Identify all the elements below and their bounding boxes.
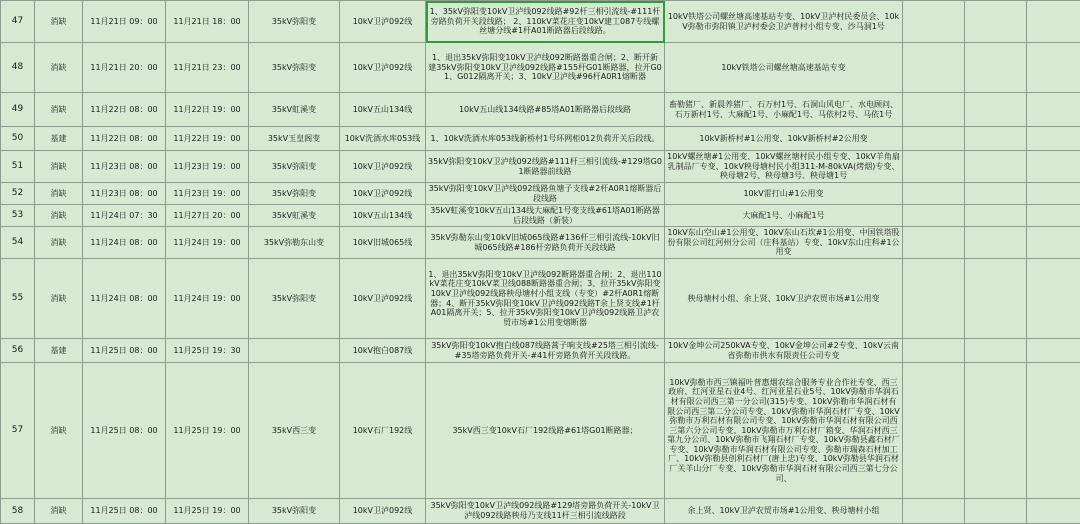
empty-cell[interactable] <box>965 183 1027 205</box>
end-time-cell[interactable]: 11月24日 19：00 <box>166 259 249 339</box>
empty-cell[interactable] <box>1027 339 1080 363</box>
empty-cell[interactable] <box>965 1 1027 43</box>
empty-cell[interactable] <box>903 93 965 127</box>
work-type-cell[interactable]: 基建 <box>35 127 83 151</box>
outage-scope-cell[interactable]: 35kV弥勒东山变10kV旧城065线路#136杆三相引流线-10kV旧城065线路#186杆旁路负荷开关段线路 <box>426 227 665 259</box>
table-row <box>1 227 1080 259</box>
outage-scope-cell[interactable]: 35kV弥阳变10kV卫泸线092线路#129塔旁路负荷开关-10kV卫泸线092线路秧母乃支线11杆三相引流线路段 <box>426 499 665 524</box>
table-row <box>1 339 1080 363</box>
empty-cell[interactable] <box>965 363 1027 499</box>
row-number-cell[interactable]: 57 <box>1 363 35 499</box>
work-type-cell[interactable]: 消缺 <box>35 259 83 339</box>
affected-area-cell[interactable]: 秧母塘村小组、余上贤、10kV卫泸农贸市场#1公用变 <box>665 259 903 339</box>
empty-cell[interactable] <box>903 259 965 339</box>
table-row <box>1 363 1080 499</box>
empty-cell[interactable] <box>903 363 965 499</box>
table-row <box>1 43 1080 93</box>
line-cell[interactable]: 10kV卫泸092线 <box>340 1 426 43</box>
start-time-cell[interactable]: 11月22日 08：00 <box>83 93 166 127</box>
line-cell[interactable]: 10kV卫泸092线 <box>340 183 426 205</box>
start-time-cell[interactable]: 11月25日 08：00 <box>83 499 166 524</box>
empty-cell[interactable] <box>903 205 965 227</box>
outage-scope-cell[interactable]: 1、35kV弥阳变10kV卫泸线092线路#92杆三相引流线-#111杆旁路负荷开关段线路； 2、110kV菜花庄变10kV建工087专线螺丝塘分线#1杆A01断路器后段线路。 <box>426 1 665 43</box>
start-time-cell[interactable]: 11月25日 08：00 <box>83 363 166 499</box>
empty-cell[interactable] <box>1027 1 1080 43</box>
outage-scope-cell[interactable]: 10kV五山线134线路#85塔A01断路器后段线路 <box>426 93 665 127</box>
row-number-cell[interactable]: 58 <box>1 499 35 524</box>
work-type-cell[interactable]: 基建 <box>35 339 83 363</box>
substation-cell[interactable] <box>249 339 340 363</box>
empty-cell[interactable] <box>1027 43 1080 93</box>
affected-area-cell[interactable]: 大麻配1号、小麻配1号 <box>665 205 903 227</box>
substation-cell[interactable]: 35kV弥勒东山变 <box>249 227 340 259</box>
line-cell[interactable]: 10kV洗酒水库053线 <box>340 127 426 151</box>
empty-cell[interactable] <box>1027 93 1080 127</box>
outage-scope-cell[interactable]: 1、10kV洗酒水库053线新桥村1号环网柜012负荷开关后段线。 <box>426 127 665 151</box>
affected-area-cell[interactable]: 10kV新桥村#1公用变、10kV新桥村#2公用变 <box>665 127 903 151</box>
empty-cell[interactable] <box>1027 499 1080 524</box>
empty-cell[interactable] <box>1027 183 1080 205</box>
row-number-cell[interactable]: 51 <box>1 151 35 183</box>
end-time-cell[interactable]: 11月23日 19：00 <box>166 151 249 183</box>
affected-area-cell[interactable]: 10kV雷打山#1公用变 <box>665 183 903 205</box>
substation-cell[interactable]: 35kV西三变 <box>249 363 340 499</box>
end-time-cell[interactable]: 11月24日 19：00 <box>166 227 249 259</box>
line-cell[interactable]: 10kV五山134线 <box>340 205 426 227</box>
substation-cell[interactable]: 35kV弥阳变 <box>249 499 340 524</box>
end-time-cell[interactable]: 11月21日 23：00 <box>166 43 249 93</box>
substation-cell[interactable]: 35kV弥阳变 <box>249 183 340 205</box>
table-row <box>1 151 1080 183</box>
outage-scope-cell[interactable]: 35kV西三变10kV石厂192线路#61塔G01断路器； <box>426 363 665 499</box>
affected-area-cell[interactable]: 10kV东山空山#1公用变、10kV东山石坎#1公用变、中国铁塔股份有限公司红河州分公司（庄科基站）专变、10kV东山庄科#1公用变 <box>665 227 903 259</box>
row-number-cell[interactable]: 47 <box>1 1 35 43</box>
substation-cell[interactable]: 35kV玉皇阁变 <box>249 127 340 151</box>
affected-area-cell[interactable]: 10kV弥勒市西三镇福叶普惠烟农综合服务专业合作社专变、西三政府、红河亚星石业4号、红河亚星石业5号、10kV弥勒市华润石材有限公司西三第一分公司(315)专变、10kV弥勒市华润石材有限公司西三第二分公司专变、10kV弥勒市华润石材厂专变、10kV弥勒市万利石材有限公司专变、10kV弥勒市华润石材有限公司西三第六分公司专变、10kV弥勒市万利石材厂箱变、华润石材西三第九分公司、10kV弥勒市飞翔石材厂专变、10kV弥勒县鑫石材厂专变、10kV弥勒市华润石材有限公司专变、弥勒市瑞森石材加工厂、10kV弥勒县创利石材厂(唐上忠)专变、10kV弥勒县华润石材厂关羊山分厂专变、10kV弥勒市华润石材有限公司西三第七分公司、 <box>665 363 903 499</box>
row-number-cell[interactable]: 52 <box>1 183 35 205</box>
empty-cell[interactable] <box>965 151 1027 183</box>
end-time-cell[interactable]: 11月22日 19：00 <box>166 127 249 151</box>
substation-cell[interactable]: 35kV虹溪变 <box>249 93 340 127</box>
line-cell[interactable]: 10kV卫泸092线 <box>340 43 426 93</box>
table-row <box>1 1 1080 43</box>
empty-cell[interactable] <box>1027 127 1080 151</box>
end-time-cell[interactable]: 11月22日 19：00 <box>166 93 249 127</box>
row-number-cell[interactable]: 56 <box>1 339 35 363</box>
empty-cell[interactable] <box>1027 259 1080 339</box>
outage-scope-cell[interactable]: 35kV弥阳变10kV卫泸线092线路#111杆三相引流线-#129塔G01断路器前线路 <box>426 151 665 183</box>
outage-scope-cell[interactable]: 35kV弥阳变10kV抱白线087线路蒿子响支线#25塔三相引流线-#35塔旁路负荷开关-#41杆旁路负荷开关段线路。 <box>426 339 665 363</box>
start-time-cell[interactable]: 11月21日 09：00 <box>83 1 166 43</box>
empty-cell[interactable] <box>965 93 1027 127</box>
empty-cell[interactable] <box>903 339 965 363</box>
table-row <box>1 93 1080 127</box>
row-number-cell[interactable]: 48 <box>1 43 35 93</box>
work-type-cell[interactable]: 消缺 <box>35 1 83 43</box>
line-cell[interactable]: 10kV卫泸092线 <box>340 499 426 524</box>
work-type-cell[interactable]: 消缺 <box>35 499 83 524</box>
substation-cell[interactable]: 35kV弥阳变 <box>249 259 340 339</box>
line-cell[interactable]: 10kV旧城065线 <box>340 227 426 259</box>
line-cell[interactable]: 10kV五山134线 <box>340 93 426 127</box>
empty-cell[interactable] <box>965 339 1027 363</box>
outage-scope-cell[interactable]: 1、退出35kV弥阳变10kV卫泸线092断路器重合闸；2、断开新建35kV弥阳变10kV卫泸线092线路#155杆G01断路器，拉开G01、G012隔离开关；3、10kV卫泸线#96杆A0R1熔断器 <box>426 43 665 93</box>
start-time-cell[interactable]: 11月22日 08：00 <box>83 127 166 151</box>
work-type-cell[interactable]: 消缺 <box>35 205 83 227</box>
affected-area-cell[interactable]: 10kV金坤公司250kVA专变、10kV金坤公司#2专变、10kV云南省弥勒市供水有限责任公司专变 <box>665 339 903 363</box>
line-cell[interactable]: 10kV卫泸092线 <box>340 151 426 183</box>
affected-area-cell[interactable]: 余上贤、10kV卫泸农贸市场#1公用变、秧母塘村小组 <box>665 499 903 524</box>
outage-scope-cell[interactable]: 35kV弥阳变10kV卫泸线092线路鱼塘子支线#2杆A0R1熔断器后段线路 <box>426 183 665 205</box>
table-row <box>1 183 1080 205</box>
table-row <box>1 499 1080 524</box>
substation-cell[interactable]: 35kV弥阳变 <box>249 43 340 93</box>
empty-cell[interactable] <box>903 1 965 43</box>
substation-cell[interactable]: 35kV虹溪变 <box>249 205 340 227</box>
empty-cell[interactable] <box>965 43 1027 93</box>
end-time-cell[interactable]: 11月21日 18：00 <box>166 1 249 43</box>
empty-cell[interactable] <box>1027 363 1080 499</box>
start-time-cell[interactable]: 11月24日 08：00 <box>83 259 166 339</box>
affected-area-cell[interactable]: 10kV螺丝塘#1公用变、10kV螺丝塘村民小组专变、10kV羊角扇乳制品厂专变、10kV秧母塘村民小组311-M-80kVA(烤烟)专变、秧母塘2号、秧母塘3号、秧母塘1号 <box>665 151 903 183</box>
row-number-cell[interactable]: 50 <box>1 127 35 151</box>
end-time-cell[interactable]: 11月23日 19：00 <box>166 183 249 205</box>
line-cell[interactable]: 10kV卫泸092线 <box>340 259 426 339</box>
start-time-cell[interactable]: 11月24日 08：00 <box>83 227 166 259</box>
start-time-cell[interactable]: 11月24日 07：30 <box>83 205 166 227</box>
row-number-cell[interactable]: 54 <box>1 227 35 259</box>
work-type-cell[interactable]: 消缺 <box>35 151 83 183</box>
line-cell[interactable]: 10kV抱白087线 <box>340 339 426 363</box>
affected-area-cell[interactable]: 畜勒猪厂、新晨养猪厂、石万村1号、石洞山风电厂、水电顾问、石万新村1号、大麻配1号、小麻配1号、马依村2号、马依1号 <box>665 93 903 127</box>
line-cell[interactable]: 10kV石厂192线 <box>340 363 426 499</box>
empty-cell[interactable] <box>903 183 965 205</box>
work-type-cell[interactable]: 消缺 <box>35 43 83 93</box>
empty-cell[interactable] <box>903 227 965 259</box>
work-type-cell[interactable]: 消缺 <box>35 227 83 259</box>
empty-cell[interactable] <box>903 43 965 93</box>
empty-cell[interactable] <box>903 499 965 524</box>
start-time-cell[interactable]: 11月23日 08：00 <box>83 183 166 205</box>
table-row <box>1 205 1080 227</box>
empty-cell[interactable] <box>965 227 1027 259</box>
work-type-cell[interactable]: 消缺 <box>35 363 83 499</box>
empty-cell[interactable] <box>965 127 1027 151</box>
work-type-cell[interactable]: 消缺 <box>35 183 83 205</box>
empty-cell[interactable] <box>1027 227 1080 259</box>
table-row <box>1 259 1080 339</box>
end-time-cell[interactable]: 11月25日 19：30 <box>166 339 249 363</box>
end-time-cell[interactable]: 11月25日 19：00 <box>166 499 249 524</box>
affected-area-cell[interactable]: 10kV铁塔公司螺丝塘高速基站专变、10kV卫泸村民委员会、10kV弥勒市弥阳镇卫泸村委会卫泸普村小组专变、沙马洞1号 <box>665 1 903 43</box>
empty-cell[interactable] <box>965 499 1027 524</box>
substation-cell[interactable]: 35kV弥阳变 <box>249 1 340 43</box>
row-number-cell[interactable]: 55 <box>1 259 35 339</box>
end-time-cell[interactable]: 11月27日 20：00 <box>166 205 249 227</box>
start-time-cell[interactable]: 11月21日 20：00 <box>83 43 166 93</box>
empty-cell[interactable] <box>1027 151 1080 183</box>
row-number-cell[interactable]: 49 <box>1 93 35 127</box>
start-time-cell[interactable]: 11月25日 08：00 <box>83 339 166 363</box>
substation-cell[interactable]: 35kV弥阳变 <box>249 151 340 183</box>
empty-cell[interactable] <box>903 151 965 183</box>
work-type-cell[interactable]: 消缺 <box>35 93 83 127</box>
empty-cell[interactable] <box>965 259 1027 339</box>
empty-cell[interactable] <box>903 127 965 151</box>
table-row <box>1 127 1080 151</box>
empty-cell[interactable] <box>1027 205 1080 227</box>
affected-area-cell[interactable]: 10kV铁塔公司螺丝塘高速基站专变 <box>665 43 903 93</box>
outage-scope-cell[interactable]: 1、退出35kV弥阳变10kV卫泸线092断路器重合闸；2、退出110kV菜花庄变10kV菜卫线088断路器重合闸；3、拉开35kV弥阳变10kV卫泸线092线路秧母塘村小组支线（专变）#2杆A0R1熔断器；4、断开35kV弥阳变10kV卫泸线092线路T余上贤支线#1杆A01隔离开关；5、拉开35kV弥阳变10kV卫泸线092线路卫泸农贸市场#1公用变熔断器 <box>426 259 665 339</box>
outage-scope-cell[interactable]: 35kV虹溪变10kV五山134线大麻配1号变支线#61塔A01断路器后段线路（新装） <box>426 205 665 227</box>
start-time-cell[interactable]: 11月23日 08：00 <box>83 151 166 183</box>
end-time-cell[interactable]: 11月25日 19：00 <box>166 363 249 499</box>
empty-cell[interactable] <box>965 205 1027 227</box>
row-number-cell[interactable]: 53 <box>1 205 35 227</box>
